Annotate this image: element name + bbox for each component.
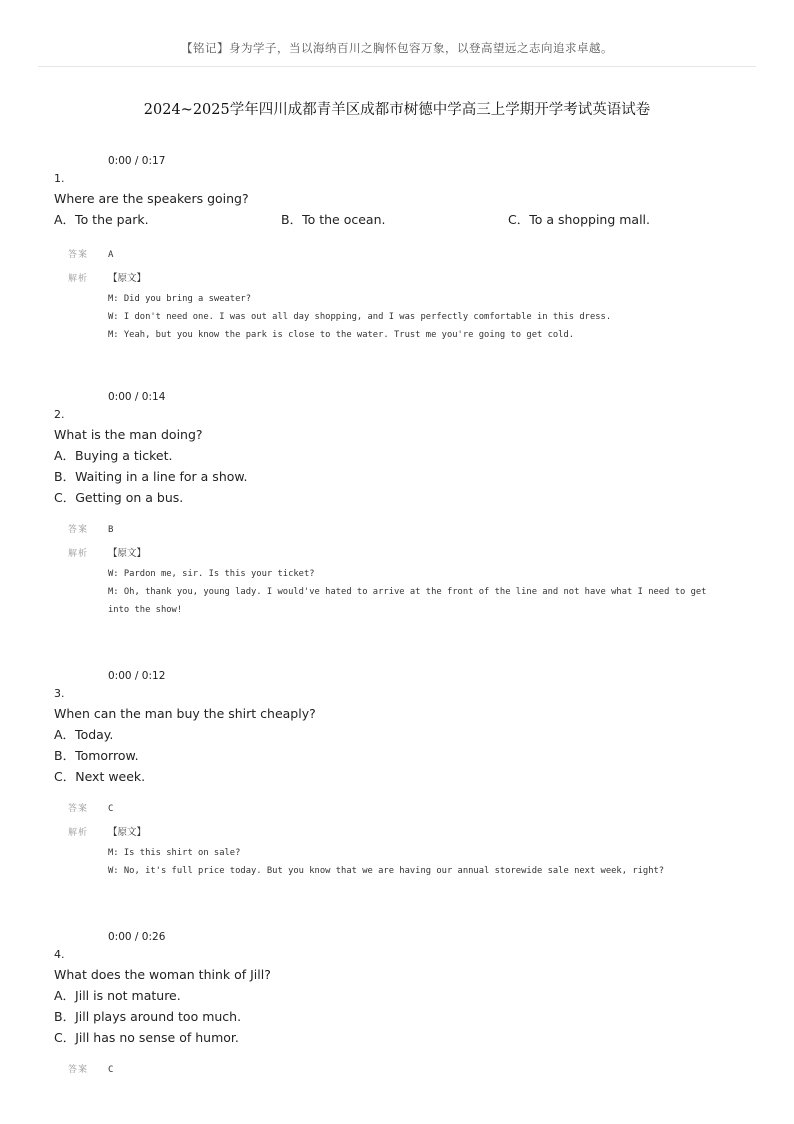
option-a: A．Buying a ticket.: [54, 448, 173, 463]
option-b: B．To the ocean.: [281, 212, 386, 227]
option-b: B．Tomorrow.: [54, 748, 139, 763]
option-c: C．Next week.: [54, 769, 146, 784]
option-c: C．Jill has no sense of humor.: [54, 1030, 239, 1045]
transcript-line: M: Is this shirt on sale?: [108, 848, 241, 858]
question-2: [54, 408, 754, 619]
answer-value: C: [108, 804, 114, 814]
transcript-heading: 【原文】: [108, 548, 147, 559]
answer-label: 答案: [68, 525, 89, 535]
answer-section: [68, 802, 754, 880]
option-c: C．To a shopping mall.: [508, 212, 651, 227]
question-1: [54, 172, 754, 344]
answer-section: [68, 248, 754, 344]
page-title: 2024~2025学年四川成都青羊区成都市树德中学高三上学期开学考试英语试卷: [143, 102, 651, 118]
transcript-heading: 【原文】: [108, 827, 147, 838]
question-stem: What is the man doing?: [54, 427, 203, 442]
option-a: A．To the park.: [54, 212, 149, 227]
option-b: B．Waiting in a line for a show.: [54, 469, 248, 484]
audio-player-q2[interactable]: 0:00 / 0:14: [108, 391, 166, 403]
audio-player-q4[interactable]: 0:00 / 0:26: [108, 931, 166, 943]
transcript-line: M: Yeah, but you know the park is close to the water. Trust me you're going to get cold.: [108, 330, 575, 340]
option-a: A．Jill is not mature.: [54, 988, 181, 1003]
answer-section: [68, 523, 754, 619]
analysis-label: 解析: [68, 274, 89, 284]
question-3: [54, 687, 754, 880]
transcript-line: M: Did you bring a sweater?: [108, 294, 251, 304]
transcript-line: M: Oh, thank you, young lady. I would've hated to arrive at the front of the line and not have what I need to get into the show!: [108, 587, 712, 615]
transcript-line: W: No, it's full price today. But you know that we are having our annual storewide sale next week, right?: [108, 866, 665, 876]
motto-banner: 【铭记】身为学子，当以海纳百川之胸怀包容万象，以登高望远之志向追求卓越。: [181, 41, 613, 55]
answer-label: 答案: [68, 250, 89, 260]
option-b: B．Jill plays around too much.: [54, 1009, 242, 1024]
question-stem: Where are the speakers going?: [54, 191, 249, 206]
answer-value: A: [108, 250, 114, 260]
answer-label: 答案: [68, 1065, 89, 1075]
question-number: 4.: [54, 948, 65, 961]
transcript-line: W: Pardon me, sir. Is this your ticket?: [108, 569, 315, 579]
audio-player-q3[interactable]: 0:00 / 0:12: [108, 670, 166, 682]
question-4: [54, 948, 754, 1077]
question-stem: What does the woman think of Jill?: [54, 967, 271, 982]
transcript-line: W: I don't need one. I was out all day shopping, and I was perfectly comfortable in this dress.: [108, 312, 612, 322]
answer-value: B: [108, 525, 114, 535]
question-stem: When can the man buy the shirt cheaply?: [54, 706, 316, 721]
analysis-body: [108, 826, 664, 880]
option-c: C．Getting on a bus.: [54, 490, 184, 505]
transcript-heading: 【原文】: [108, 273, 147, 284]
analysis-label: 解析: [68, 549, 89, 559]
analysis-body: [108, 272, 611, 344]
header-divider: [38, 66, 756, 67]
question-number: 2.: [54, 408, 65, 421]
question-number: 1.: [54, 172, 65, 185]
option-a: A．Today.: [54, 727, 114, 742]
answer-label: 答案: [68, 804, 89, 814]
answer-value: C: [108, 1065, 114, 1075]
options-row: [54, 212, 754, 228]
analysis-body: [108, 547, 712, 619]
analysis-label: 解析: [68, 828, 89, 838]
answer-section: [68, 1063, 754, 1077]
question-number: 3.: [54, 687, 65, 700]
audio-player-q1[interactable]: 0:00 / 0:17: [108, 155, 166, 167]
